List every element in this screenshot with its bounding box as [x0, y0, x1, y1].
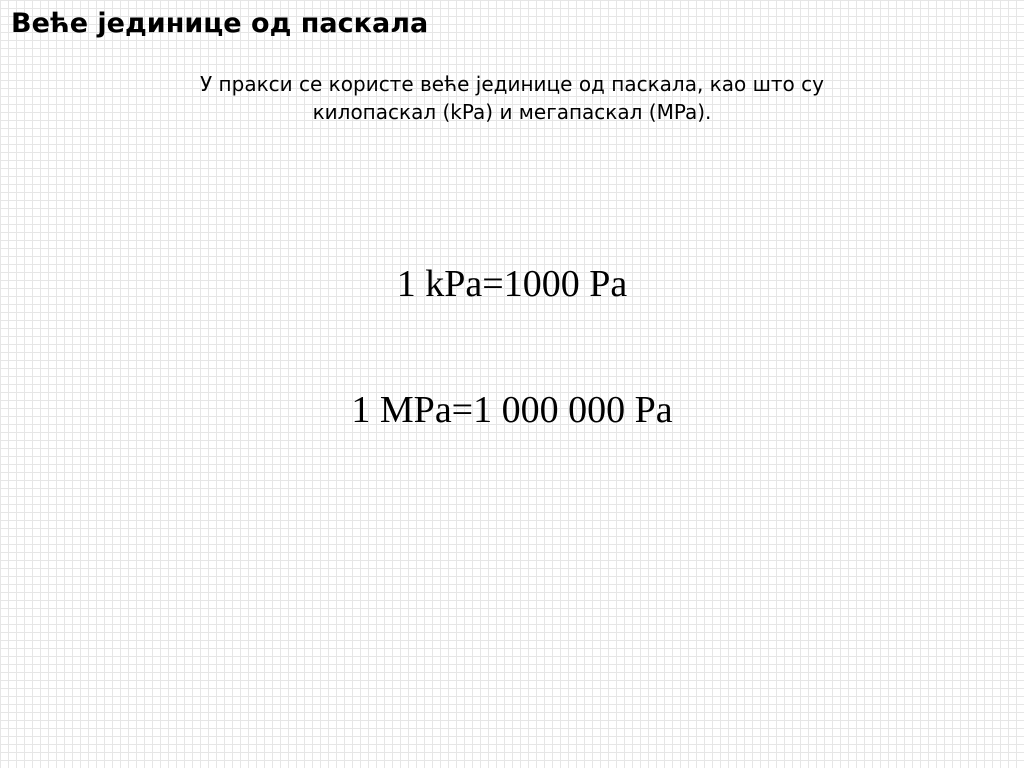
formula-megapascal: 1 MPa=1 000 000 Pa [351, 389, 673, 431]
intro-line-1: У пракси се користе веће јединице од паскала, као што су [200, 72, 824, 96]
formula-kilopascal: 1 kPa=1000 Pa [396, 263, 628, 305]
intro-paragraph [150, 70, 874, 126]
slide-title: Веће јединице од паскала [11, 8, 429, 39]
intro-line-2: килопаскал (kPa) и мегапаскал (MPa). [312, 100, 712, 124]
